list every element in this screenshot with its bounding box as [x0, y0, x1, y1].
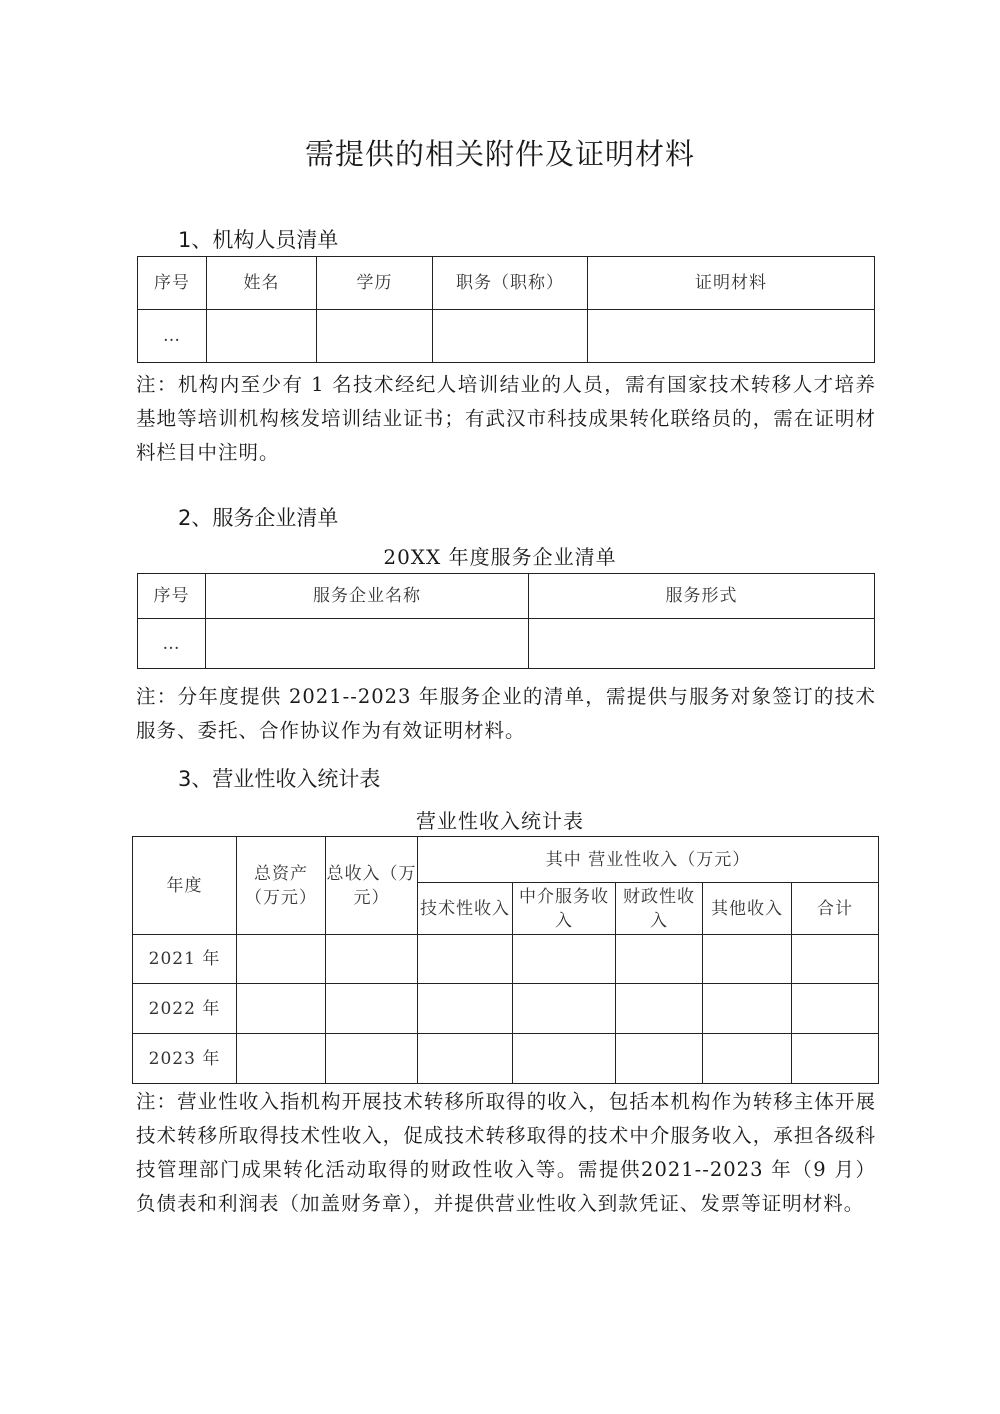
table-cell: [529, 619, 875, 669]
header-cell: 证明材料: [588, 257, 875, 310]
section-3-heading: 3、营业性收入统计表: [178, 767, 381, 791]
table-row: [138, 310, 875, 363]
table-cell: [792, 984, 879, 1034]
table-cell: [792, 935, 879, 984]
table-cell: [616, 984, 703, 1034]
table-row: [133, 984, 879, 1034]
table-cell: [513, 984, 616, 1034]
header-cell: 姓名: [207, 257, 317, 310]
page-title: 需提供的相关附件及证明材料: [304, 137, 695, 171]
table-cell: [703, 935, 792, 984]
table-cell: [237, 984, 326, 1034]
table-cell: [237, 935, 326, 984]
year-cell: 2021 年: [133, 935, 237, 984]
table-cell: [616, 1034, 703, 1084]
header-cell: 序号: [138, 257, 207, 310]
table-cell: [418, 1034, 513, 1084]
header-cell: 序号: [138, 574, 206, 619]
table-cell: …: [138, 310, 207, 363]
subheader-cell: 中介服务收入: [513, 883, 616, 935]
revenue-statistics-table: [132, 836, 879, 1084]
table-row: [133, 935, 879, 984]
table-cell: [418, 935, 513, 984]
subheader-cell: 其他收入: [703, 883, 792, 935]
table-cell: [703, 984, 792, 1034]
table-header-row: [138, 257, 875, 310]
section-2-heading: 2、服务企业清单: [178, 506, 339, 530]
table-cell: [237, 1034, 326, 1084]
header-cell: 服务企业名称: [206, 574, 529, 619]
header-cell-total-assets: 总资产（万元）: [237, 837, 326, 935]
header-cell-operating-revenue-group: 其中 营业性收入（万元）: [418, 837, 879, 883]
section-2-note: 注：分年度提供 2021--2023 年服务企业的清单，需提供与服务对象签订的技术服务、委托、合作协议作为有效证明材料。: [136, 685, 876, 742]
table-cell: [326, 935, 418, 984]
year-cell: 2023 年: [133, 1034, 237, 1084]
header-cell: 服务形式: [529, 574, 875, 619]
table-row: [138, 619, 875, 669]
section-3-table-caption: 营业性收入统计表: [416, 809, 584, 833]
section-1-heading: 1、机构人员清单: [178, 228, 339, 252]
table-cell: [418, 984, 513, 1034]
table-header-row: [133, 837, 879, 883]
table-cell: [792, 1034, 879, 1084]
table-cell: [616, 935, 703, 984]
table-cell: [207, 310, 317, 363]
service-enterprise-table: [137, 573, 875, 669]
section-2-table-caption: 20XX 年度服务企业清单: [383, 545, 617, 569]
staff-list-table: [137, 256, 875, 363]
subheader-cell: 合计: [792, 883, 879, 935]
table-header-row: [138, 574, 875, 619]
table-cell: [513, 935, 616, 984]
table-cell: [513, 1034, 616, 1084]
table-cell: [326, 1034, 418, 1084]
table-cell: [703, 1034, 792, 1084]
header-cell: 学历: [317, 257, 433, 310]
section-1-note: 注：机构内至少有 1 名技术经纪人培训结业的人员，需有国家技术转移人才培养基地等培训机构核发培训结业证书；有武汉市科技成果转化联络员的，需在证明材料栏目中注明。: [136, 373, 876, 464]
table-cell: [588, 310, 875, 363]
section-3-note: 注：营业性收入指机构开展技术转移所取得的收入，包括本机构作为转移主体开展技术转移所取得技术性收入，促成技术转移取得的技术中介服务收入，承担各级科技管理部门成果转化活动取得的财政性收入等。需提供2021--2023 年（9 月）负债表和利润表（加盖财务章），并提供营业性收入到款凭证、发票等证明材料。: [136, 1090, 876, 1215]
table-cell: [433, 310, 588, 363]
subheader-cell: 技术性收入: [418, 883, 513, 935]
table-cell: [206, 619, 529, 669]
header-cell-total-revenue: 总收入（万元）: [326, 837, 418, 935]
header-cell-year: 年度: [133, 837, 237, 935]
table-row: [133, 1034, 879, 1084]
table-cell: [317, 310, 433, 363]
year-cell: 2022 年: [133, 984, 237, 1034]
table-cell: [326, 984, 418, 1034]
table-cell: …: [138, 619, 206, 669]
subheader-cell: 财政性收入: [616, 883, 703, 935]
header-cell: 职务（职称）: [433, 257, 588, 310]
